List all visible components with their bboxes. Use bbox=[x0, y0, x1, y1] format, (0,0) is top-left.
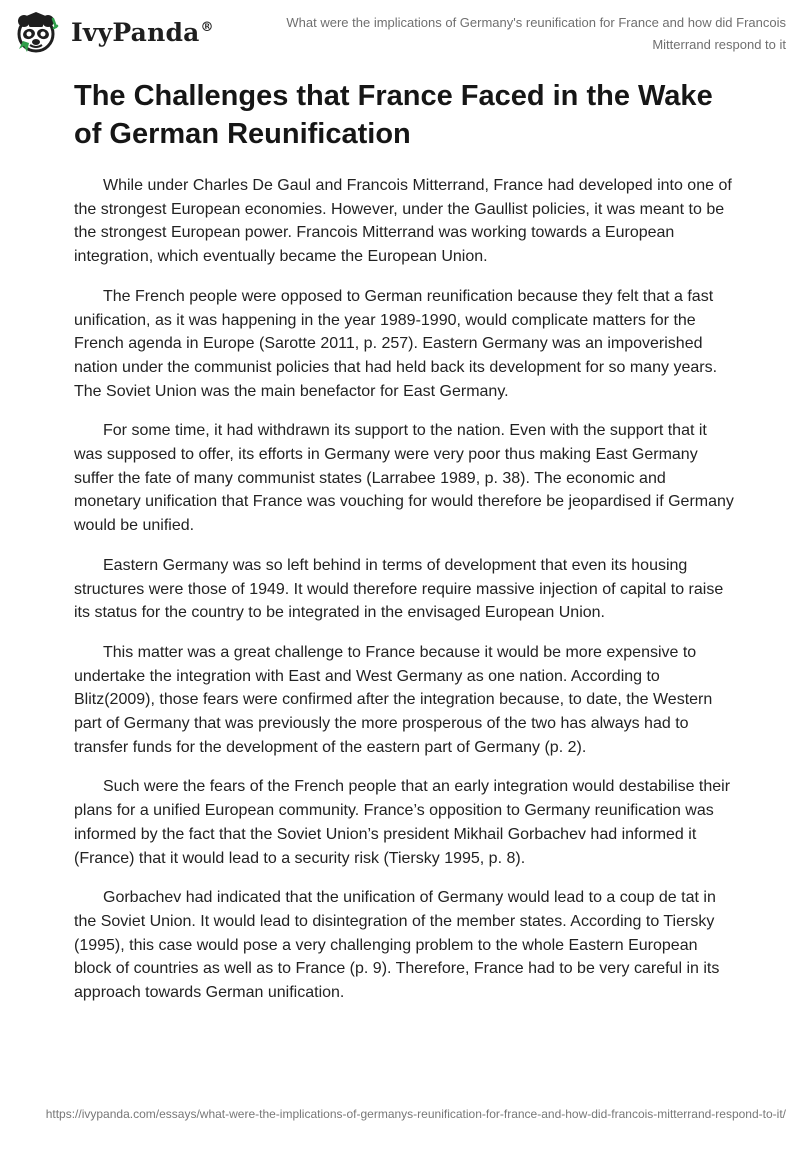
article-paragraph: Eastern Germany was so left behind in terms of development that even its housing structures were those of 1949. It would therefore require massive injection of capital to raise its status for the country to be integrated in the envisaged European Union. bbox=[74, 556, 724, 622]
article-paragraph: This matter was a great challenge to France because it would be more expensive to undertake the integration with East and West Germany as one nation. According to Blitz(2009), those fears were confirmed after the integration because, to date, the Western part of Germany that was previously the more prosperous of the two has always had to transfer funds for the development of the eastern part of Germany (p. 2). bbox=[74, 643, 713, 756]
brand-name-text: IvyPanda bbox=[71, 17, 200, 47]
page-header bbox=[0, 0, 800, 66]
brand-name bbox=[71, 18, 214, 47]
essay-question-caption: What were the implications of Germany's reunification for France and how did Francois Mitterrand respond to it bbox=[286, 15, 786, 52]
source-url[interactable]: https://ivypanda.com/essays/what-were-the-implications-of-germanys-reunification-for-france-and-how-did-francois-mitterrand-respond-to-it/ bbox=[45, 1107, 786, 1121]
article-paragraph: While under Charles De Gaul and Francois Mitterrand, France had developed into one of the strongest European economies. However, under the Gaullist policies, it was meant to be the strongest European power. Francois Mitterrand was working towards a European integration, which eventually became the European Union. bbox=[74, 177, 732, 266]
article-paragraph: Gorbachev had indicated that the unification of Germany would lead to a coup de tat in the Soviet Union. It would lead to disintegration of the member states. According to Tiersky (1995), this case would pose a very challenging problem to the whole Eastern European block of countries as well as to France (p. 9). Therefore, France had to be very careful in its approach towards German unification. bbox=[74, 889, 720, 1002]
ivypanda-logo[interactable] bbox=[14, 9, 214, 55]
article-paragraph: Such were the fears of the French people that an early integration would destabilise their plans for a unified European community. France’s opposition to Germany reunification was informed by the fact that the Soviet Union’s president Mikhail Gorbachev had informed it (France) that it would lead to a security risk (Tiersky 1995, p. 8). bbox=[74, 778, 731, 867]
article-paragraph: For some time, it had withdrawn its support to the nation. Even with the support that it was supposed to offer, its efforts in Germany were very poor thus making East Germany suffer the fate of many communist states (Larrabee 1989, p. 38). The economic and monetary unification that France was vouching for would therefore be jeopardised if Germany would be unified. bbox=[74, 422, 734, 535]
registered-mark: ® bbox=[200, 20, 214, 36]
panda-graduate-icon bbox=[14, 9, 62, 55]
article-body bbox=[74, 174, 734, 1021]
article-paragraph: The French people were opposed to German reunification because they felt that a fast unification, as it was happening in the year 1989-1990, would complicate matters for the French agenda in Europe (Sarotte 2011, p. 257). Eastern Germany was an impoverished nation under the communist policies that had held back its development for so many years. The Soviet Union was the main benefactor for East Germany. bbox=[74, 287, 718, 400]
article-title: The Challenges that France Faced in the Wake of German Reunification bbox=[74, 80, 713, 150]
